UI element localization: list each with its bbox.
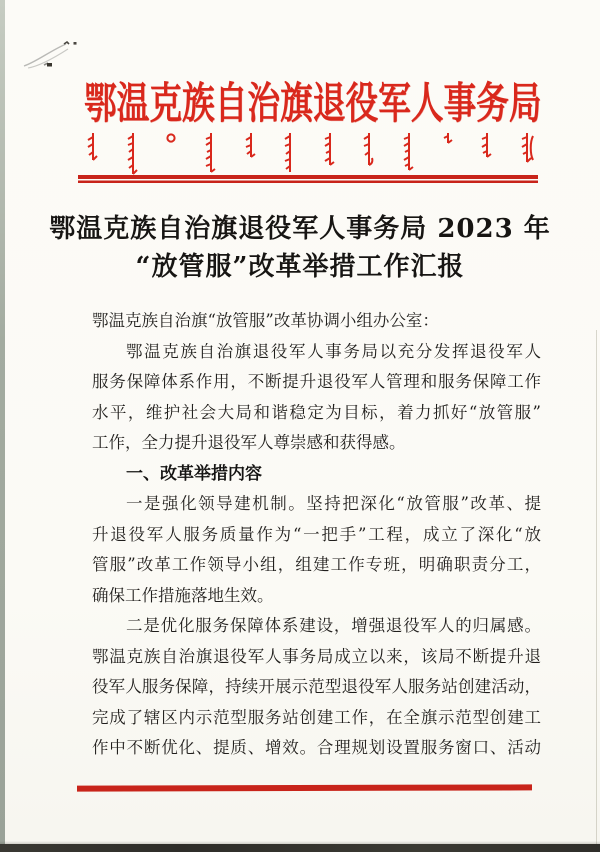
body-line: 确保工作措施落地生效。 xyxy=(92,585,274,605)
document-title-line2: “放管服”改革举措工作汇报 xyxy=(135,252,465,282)
body-line: 完成了辖区内示范型服务站创建工作，在全旗示范型创建工 xyxy=(92,707,541,727)
body-line: 水平，维护社会大局和谐稳定为目标，着力抓好“放管服” xyxy=(92,402,541,422)
page-edge-left xyxy=(0,0,5,852)
body-line: 鄂温克族自治旗退役军人事务局成立以来，该局不断提升退 xyxy=(92,646,541,666)
salutation-line: 鄂温克族自治旗“放管服”改革协调小组办公室： xyxy=(92,311,439,330)
section-heading: 一、改革举措内容 xyxy=(126,463,262,484)
document-body xyxy=(92,306,541,764)
header-rule xyxy=(78,175,538,183)
body-line: 二是优化服务保障体系建设，增强退役军人的归属感。 xyxy=(126,616,541,635)
body-line: 服务保障体系作用，不断提升退役军人管理和服务保障工作 xyxy=(92,372,541,391)
mongolian-script xyxy=(86,132,536,176)
body-line: 一是强化领导建机制。坚持把深化“放管服”改革、提 xyxy=(126,494,541,513)
mongolian-word-icon xyxy=(520,132,536,164)
document-title-line1: 鄂温克族自治旗退役军人事务局 2023 年 xyxy=(49,214,551,244)
mongolian-word-icon xyxy=(323,132,336,167)
footer-rule xyxy=(77,784,532,791)
body-line: 鄂温克族自治旗退役军人事务局以充分发挥退役军人 xyxy=(126,341,541,361)
mongolian-word-icon xyxy=(480,132,493,159)
mongolian-word-icon xyxy=(204,132,217,174)
mongolian-word-icon xyxy=(244,132,257,159)
mongolian-word-icon xyxy=(165,132,177,144)
mongolian-word-icon xyxy=(283,132,296,174)
body-line: 役军人服务保障，持续开展示范型退役军人服务站创建活动， xyxy=(92,677,541,696)
mongolian-word-icon xyxy=(442,132,454,145)
mongolian-word-icon xyxy=(362,132,375,167)
mongolian-word-icon xyxy=(86,132,99,162)
body-line: 作中不断优化、提质、增效。合理规划设置服务窗口、活动 xyxy=(92,738,541,757)
document-title xyxy=(40,210,560,286)
body-line: 管服”改革工作领导小组，组建工作专班，明确职责分工， xyxy=(92,555,541,574)
body-line: 工作，全力提升退役军人尊崇感和获得感。 xyxy=(92,433,406,452)
letterhead-org-name: 鄂温克族自治旗退役军人事务局 xyxy=(84,79,542,129)
mongolian-word-icon xyxy=(402,132,415,172)
page-edge-bottom xyxy=(0,844,600,852)
page-edge-right xyxy=(596,330,597,845)
body-line: 升退役军人服务质量作为“一把手”工程，成立了深化“放 xyxy=(92,524,541,544)
mongolian-word-icon xyxy=(126,132,139,176)
pen-mark-icon xyxy=(20,34,84,74)
